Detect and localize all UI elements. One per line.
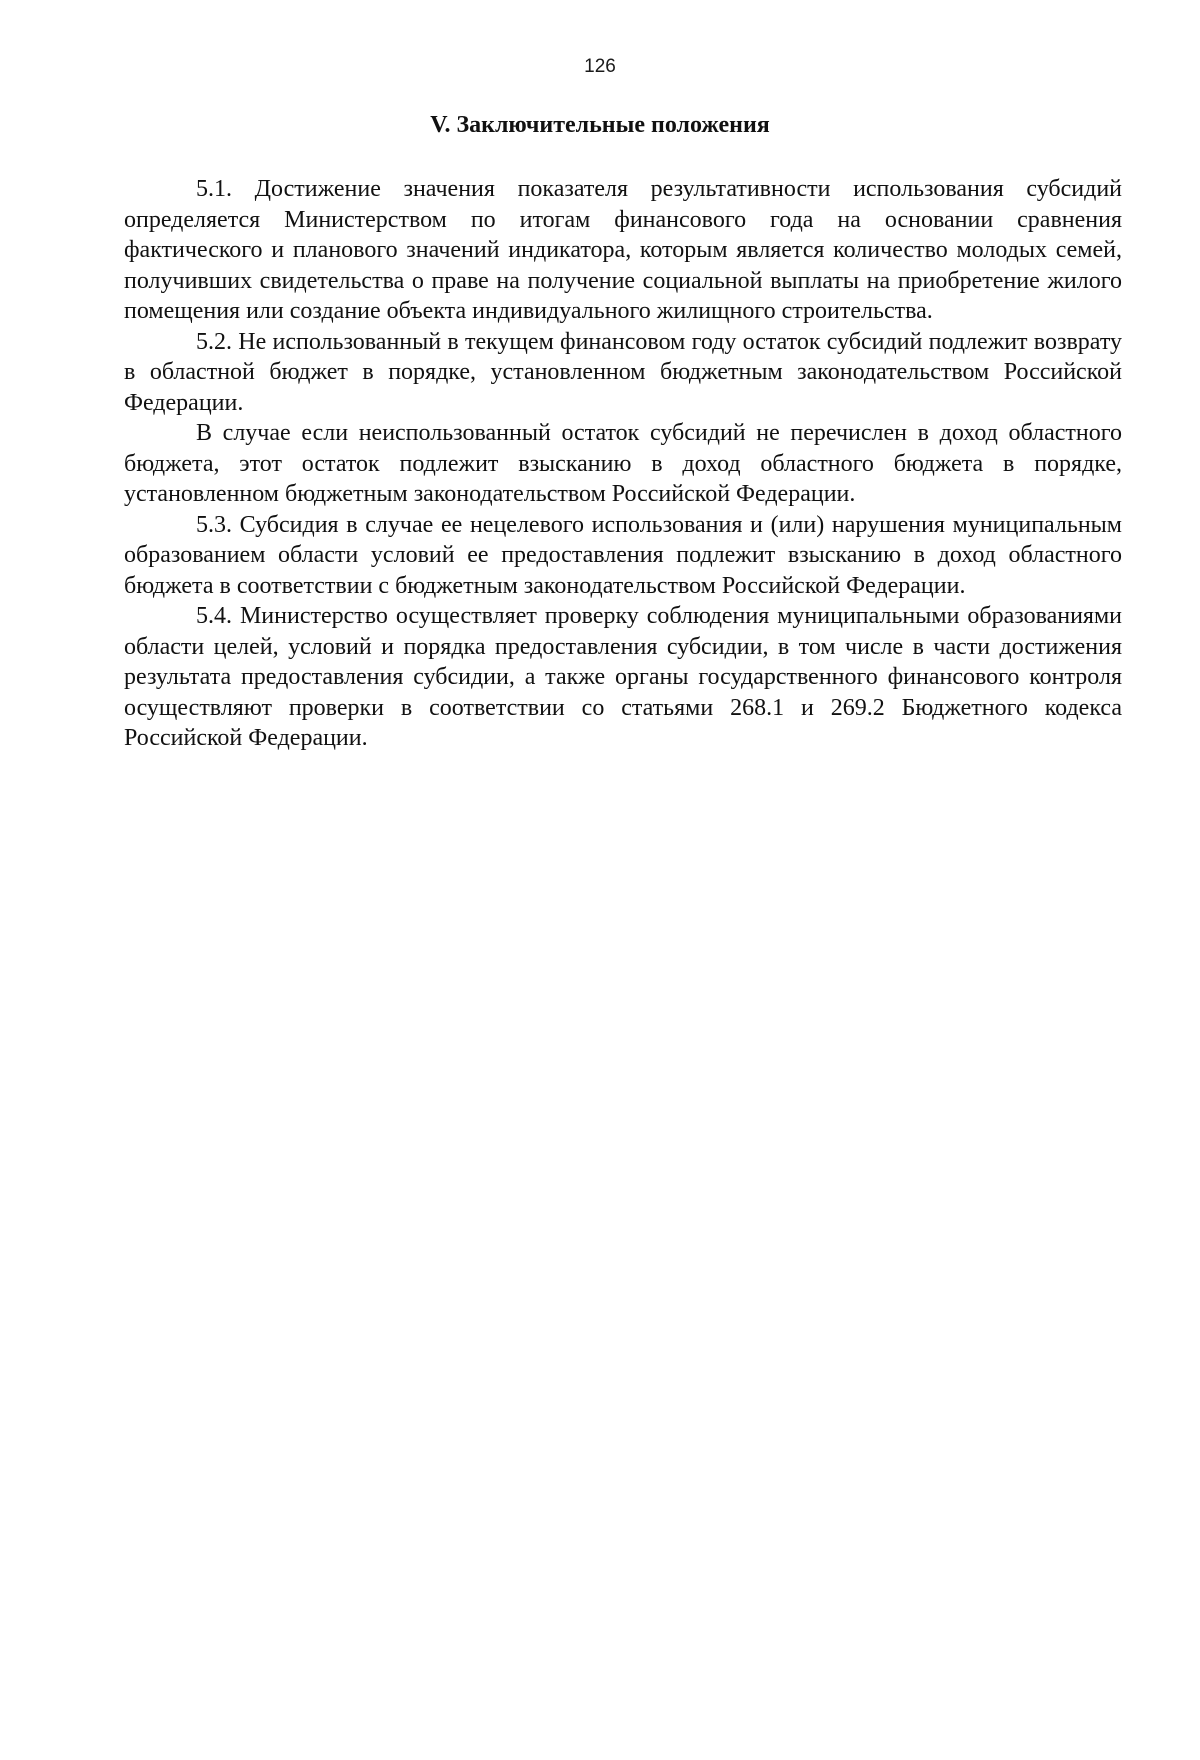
paragraph-5-2-continuation: В случае если неиспользованный остаток субсидий не перечислен в доход областного бюджета, этот остаток подлежит взысканию в доход областного бюджета в порядке, установленном бюджетным законодательством Российской Федерации.: [124, 420, 1122, 507]
document-body: [124, 174, 1122, 754]
paragraph-5-2: 5.2. Не использованный в текущем финансовом году остаток субсидий подлежит возврату в областной бюджет в порядке, установленном бюджетным законодательством Российской Федерации.: [124, 328, 1122, 416]
paragraph-5-4: 5.4. Министерство осуществляет проверку соблюдения муниципальными образованиями области целей, условий и порядка предоставления субсидии, в том числе в части достижения результата предоставления субсидии, а также органы государственного финансового контроля осуществляют проверки в соответствии со статьями 268.1 и 269.2 Бюджетного кодекса Российской Федерации.: [124, 603, 1122, 751]
section-title: V. Заключительные положения: [430, 112, 770, 138]
paragraph-5-3: 5.3. Субсидия в случае ее нецелевого использования и (или) нарушения муниципальным образованием области условий ее предоставления подлежит взысканию в доход областного бюджета в соответствии с бюджетным законодательством Российской Федерации.: [124, 511, 1122, 599]
page-number: 126: [584, 56, 616, 77]
paragraph-5-1: 5.1. Достижение значения показателя результативности использования субсидий определяется Министерством по итогам финансового года на основании сравнения фактического и планового значений индикатора, которым является количество молодых семей, получивших свидетельства о праве на получение социальной выплаты на приобретение жилого помещения или создание объекта индивидуального жилищного строительства.: [124, 176, 1122, 324]
